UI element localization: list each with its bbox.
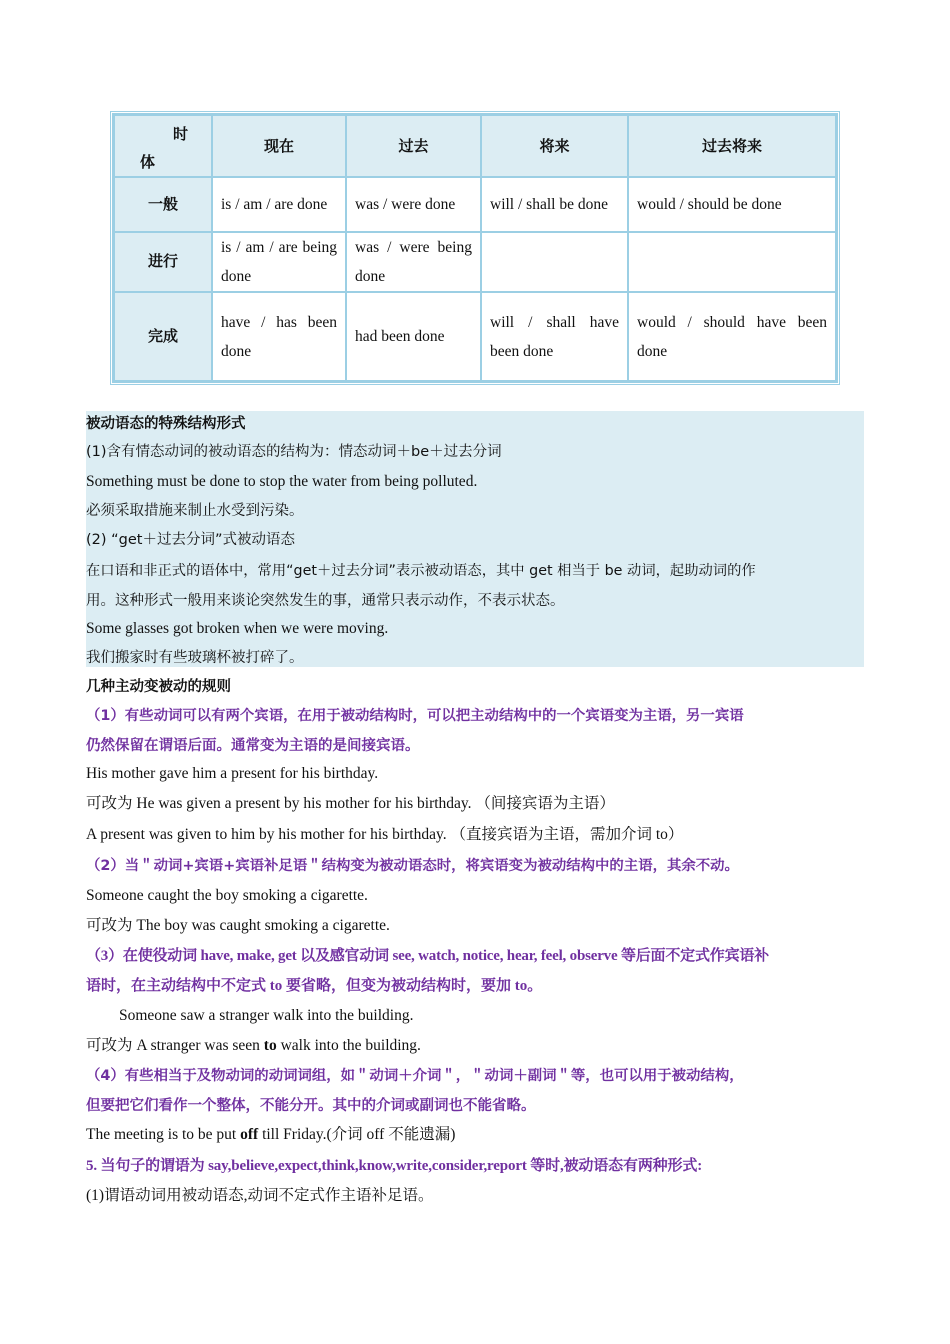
table-cell: will / shall have been done xyxy=(481,292,628,381)
rule-3-example-2-emphasis: to xyxy=(263,1037,277,1054)
rule-3-line-1: （3）在使役动词 have, make, get 以及感官动词 see, watch, notice, hear, feel, observe 等后面不定式作宾语补 xyxy=(86,948,769,964)
special-point-2-desc-line-1: 在口语和非正式的语体中，常用“get＋过去分词”表示被动语态，其中 get 相当于 be 动词，起助动词的作 xyxy=(86,563,756,579)
table-cell: would / should be done xyxy=(628,177,836,232)
rule-4-example-text: The meeting is to be put xyxy=(86,1126,241,1143)
rule-1-line-2: 仍然保留在谓语后面。通常变为主语的是间接宾语。 xyxy=(86,738,420,754)
rule-4-line-2: 但要把它们看作一个整体，不能分开。其中的介词或副词也不能省略。 xyxy=(86,1098,536,1114)
table-cell: is / am / are done xyxy=(212,177,346,232)
corner-label-voice: 体 xyxy=(140,153,156,171)
rule-4-example-tail: till Friday.(介词 off 不能遗漏) xyxy=(258,1126,456,1143)
rule-5: 5. 当句子的谓语为 say,believe,expect,think,know,write,consider,report 等时,被动语态有两种形式: xyxy=(86,1158,703,1174)
rule-3-example-2-text: 可改为 A stranger was seen xyxy=(86,1037,264,1054)
rule-4-example-emphasis: off xyxy=(240,1126,259,1143)
table-cell: had been done xyxy=(346,292,481,381)
special-example-1: Something must be done to stop the water from being polluted. xyxy=(86,473,478,490)
rule-1-example: His mother gave him a present for his birthday. xyxy=(86,765,379,782)
rule-4-example xyxy=(86,1124,864,1146)
rule-3-example-2 xyxy=(86,1035,864,1057)
header-past-future: 过去将来 xyxy=(628,115,836,177)
rule-2-example: Someone caught the boy smoking a cigarette. xyxy=(86,887,368,904)
table-cell: will / shall be done xyxy=(481,177,628,232)
row-label-perfect: 完成 xyxy=(114,292,212,381)
tense-voice-table xyxy=(112,113,838,383)
table-cell: is / am / are being done xyxy=(212,232,346,293)
rule-4-line-1: （4）有些相当于及物动词的动词词组，如＂动词＋介词＂，＂动词＋副词＂等，也可以用于被动结构， xyxy=(86,1068,744,1084)
special-example-1-translation: 必须采取措施来制止水受到污染。 xyxy=(86,503,304,519)
rule-1-example-3: A present was given to him by his mother for his birthday. （直接宾语为主语，需加介词 to） xyxy=(86,826,684,843)
special-example-2: Some glasses got broken when we were moving. xyxy=(86,620,389,637)
table-cell xyxy=(628,232,836,293)
table-row xyxy=(114,292,836,381)
header-past: 过去 xyxy=(346,115,481,177)
special-point-1: (1)含有情态动词的被动语态的结构为：情态动词＋be＋过去分词 xyxy=(86,444,502,460)
special-example-2-translation: 我们搬家时有些玻璃杯被打碎了。 xyxy=(86,650,304,666)
header-future: 将来 xyxy=(481,115,628,177)
corner-label-tense: 时 xyxy=(173,125,189,143)
row-label-progressive: 进行 xyxy=(114,232,212,293)
rule-5-sub: (1)谓语动词用被动语态,动词不定式作主语补足语。 xyxy=(86,1187,434,1204)
table-cell: was / were being done xyxy=(346,232,481,293)
table-cell xyxy=(481,232,628,293)
table-row xyxy=(114,177,836,232)
table-corner-cell xyxy=(114,115,212,177)
special-heading: 被动语态的特殊结构形式 xyxy=(86,416,246,432)
rule-1-line-1: （1）有些动词可以有两个宾语，在用于被动结构时，可以把主动结构中的一个宾语变为主语，另一宾语 xyxy=(86,708,744,724)
rule-1-example-2: 可改为 He was given a present by his mother for his birthday. （间接宾语为主语） xyxy=(86,795,615,812)
table-cell: would / should have been done xyxy=(628,292,836,381)
row-label-simple: 一般 xyxy=(114,177,212,232)
rule-2: （2）当＂动词+宾语+宾语补足语＂结构变为被动语态时，将宾语变为被动结构中的主语，其余不动。 xyxy=(86,858,739,874)
rules-heading: 几种主动变被动的规则 xyxy=(86,679,231,695)
rule-3-example-2-tail: walk into the building. xyxy=(276,1037,421,1054)
table-header-row xyxy=(114,115,836,177)
table-cell: have / has been done xyxy=(212,292,346,381)
rule-3-line-2: 语时，在主动结构中不定式 to 要省略，但变为被动结构时，要加 to。 xyxy=(86,978,543,994)
table-row xyxy=(114,232,836,293)
table-cell: was / were done xyxy=(346,177,481,232)
special-point-2-desc-line-2: 用。这种形式一般用来谈论突然发生的事，通常只表示动作，不表示状态。 xyxy=(86,593,565,609)
rule-2-example-2: 可改为 The boy was caught smoking a cigarette. xyxy=(86,917,390,934)
header-present: 现在 xyxy=(212,115,346,177)
special-point-2: (2) “get＋过去分词”式被动语态 xyxy=(86,532,295,548)
rule-3-example: Someone saw a stranger walk into the building. xyxy=(119,1007,414,1024)
